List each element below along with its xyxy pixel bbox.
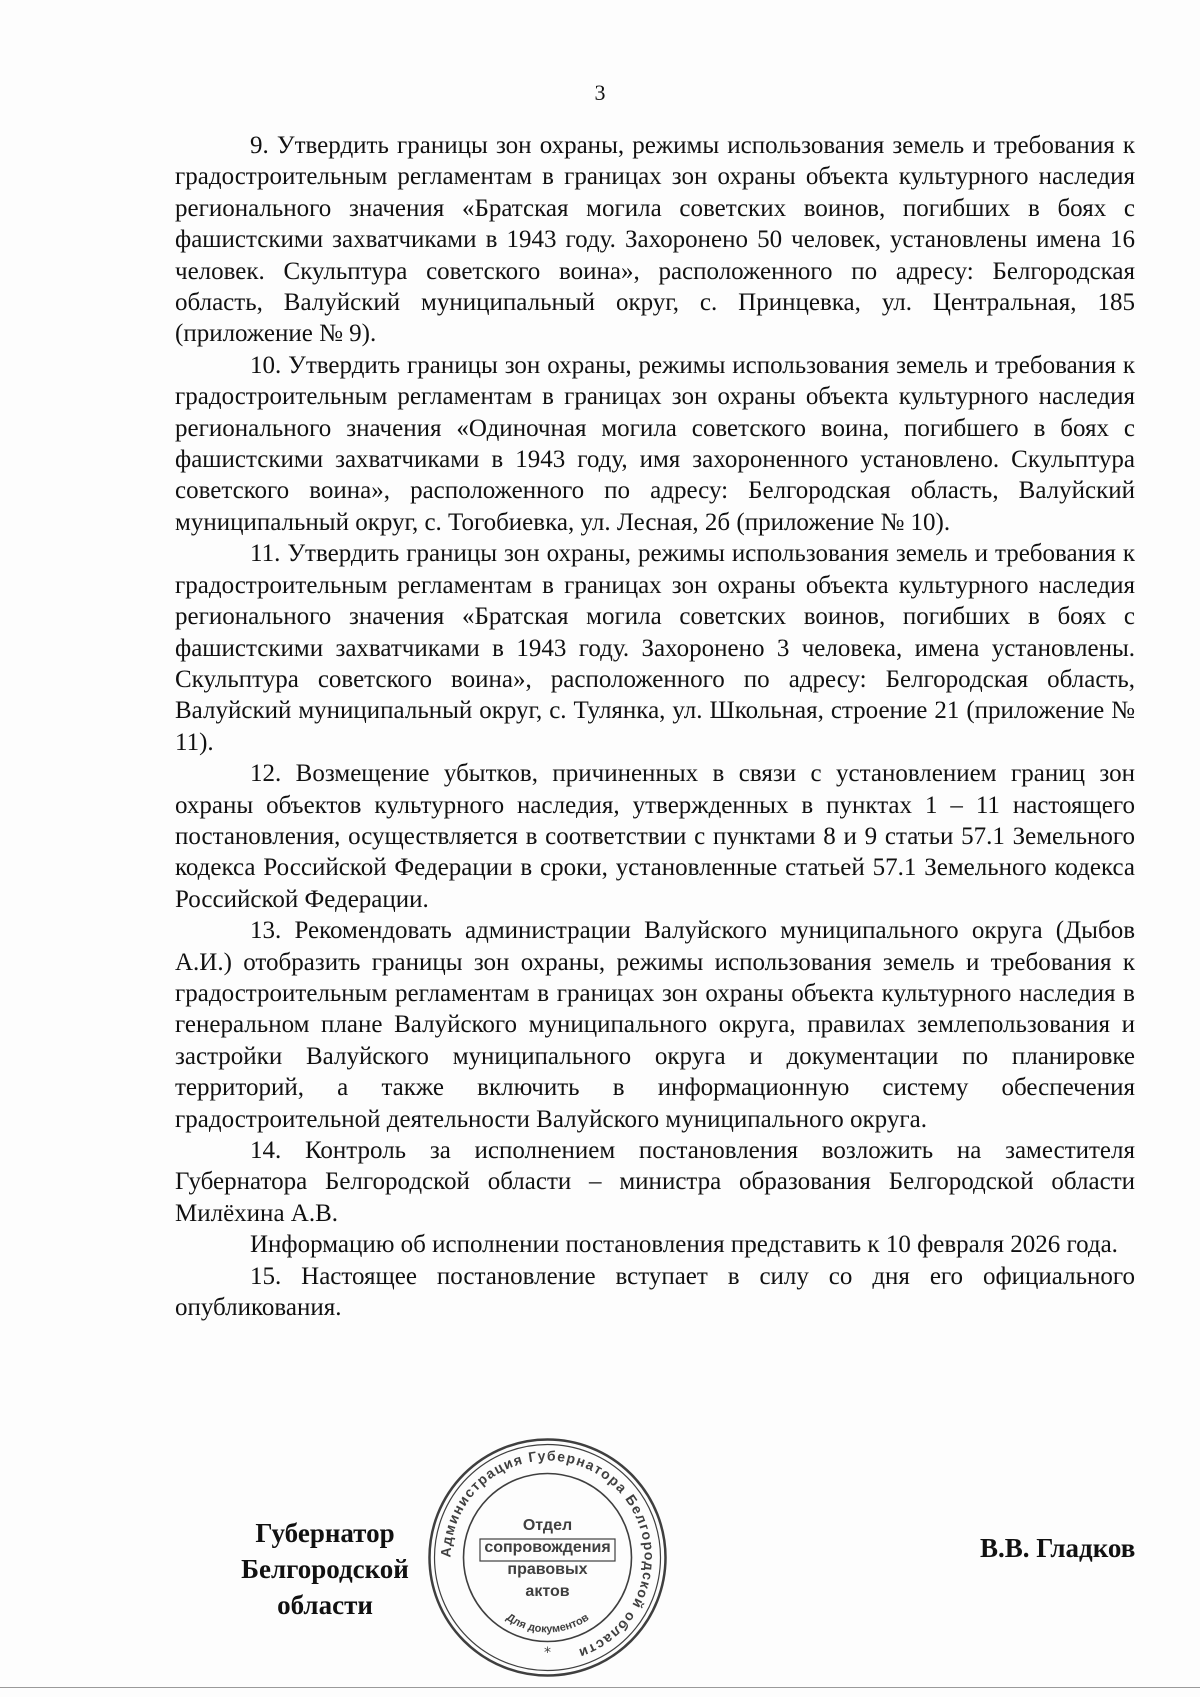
paragraph-14: 14. Контроль за исполнением постановления возложить на заместителя Губернатора Белгородской области – министра образования Белгородской области Милёхина А.В. bbox=[175, 1137, 1135, 1227]
official-seal bbox=[425, 1435, 670, 1680]
seal-center-line1: Отдел bbox=[522, 1517, 573, 1534]
signatory-title-line1: Губернатор bbox=[255, 1518, 395, 1548]
paragraph-14-report: Информацию об исполнении постановления представить к 10 февраля 2026 года. bbox=[250, 1231, 1118, 1259]
page-number: 3 bbox=[594, 80, 606, 105]
signatory-title bbox=[190, 1515, 460, 1623]
signatory-title-line2: Белгородской области bbox=[241, 1554, 409, 1620]
seal-inner-ring bbox=[464, 1474, 632, 1642]
seal-ring-text: Администрация Губернатора Белгородской области bbox=[437, 1447, 658, 1663]
seal-bottom-text: Для документов bbox=[503, 1611, 592, 1636]
paragraph-13: 13. Рекомендовать администрации Валуйского муниципального округа (Дыбов А.И.) отобразить границы зон охраны, режимы использования земель и требования к градостроительным регламентам в границах зон охраны объекта культурного наследия в генеральном плане Валуйского муниципального округа, правилах землепользования и застройки Валуйского муниципального округа и документации по планировке территорий, а также включить в информационную систему обеспечения градостроительной деятельности Валуйского муниципального округа. bbox=[175, 917, 1135, 1133]
paragraph-12: 12. Возмещение убытков, причиненных в связи с установлением границ зон охраны объектов культурного наследия, утвержденных в пунктах 1 – 11 настоящего постановления, осуществляется в соответствии с пунктами 8 и 9 статьи 57.1 Земельного кодекса Российской Федерации в сроки, установленные статьей 57.1 Земельного кодекса Российской Федерации. bbox=[175, 760, 1135, 913]
signatory-name: В.В. Гладков bbox=[980, 1533, 1136, 1563]
paragraph-10: 10. Утвердить границы зон охраны, режимы использования земель и требования к градостроительным регламентам в границах зон охраны объекта культурного наследия регионального значения «Одиночная могила советского воина, погибшего в боях с фашистскими захватчиками в 1943 году, имя захороненного установлено. Скульптура советского воина», расположенного по адресу: Белгородская область, Валуйский муниципальный округ, с. Тогобиевка, ул. Лесная, 2б (приложение № 10). bbox=[175, 351, 1135, 536]
seal-outer-ring bbox=[430, 1440, 666, 1676]
document-body bbox=[175, 130, 1135, 1323]
seal-star-icon: * bbox=[544, 1645, 551, 1661]
seal-center-line2: сопровождения bbox=[484, 1539, 611, 1556]
page-bottom-rule bbox=[0, 1687, 1200, 1688]
seal-outer-ring-inner bbox=[435, 1445, 661, 1671]
paragraph-9: 9. Утвердить границы зон охраны, режимы использования земель и требования к градостроительным регламентам в границах зон охраны объекта культурного наследия регионального значения «Братская могила советских воинов, погибших в боях с фашистскими захватчиками в 1943 году. Захоронено 50 человек, установлены имена 16 человек. Скульптура советского воина», расположенного по адресу: Белгородская область, Валуйский муниципальный округ, с. Принцевка, ул. Центральная, 185 (приложение № 9). bbox=[175, 132, 1135, 348]
paragraph-15: 15. Настоящее постановление вступает в силу со дня его официального опубликования. bbox=[175, 1262, 1135, 1322]
seal-center-line3: правовых bbox=[507, 1561, 588, 1578]
paragraph-11: 11. Утвердить границы зон охраны, режимы использования земель и требования к градостроительным регламентам в границах зон охраны объекта культурного наследия регионального значения «Братская могила советских воинов, погибших в боях с фашистскими захватчиками в 1943 году. Захоронено 3 человека, имена установлены. Скульптура советского воина», расположенного по адресу: Белгородская область, Валуйский муниципальный округ, с. Тулянка, ул. Школьная, строение 21 (приложение № 11). bbox=[175, 540, 1135, 756]
seal-center-line4: актов bbox=[525, 1583, 570, 1600]
